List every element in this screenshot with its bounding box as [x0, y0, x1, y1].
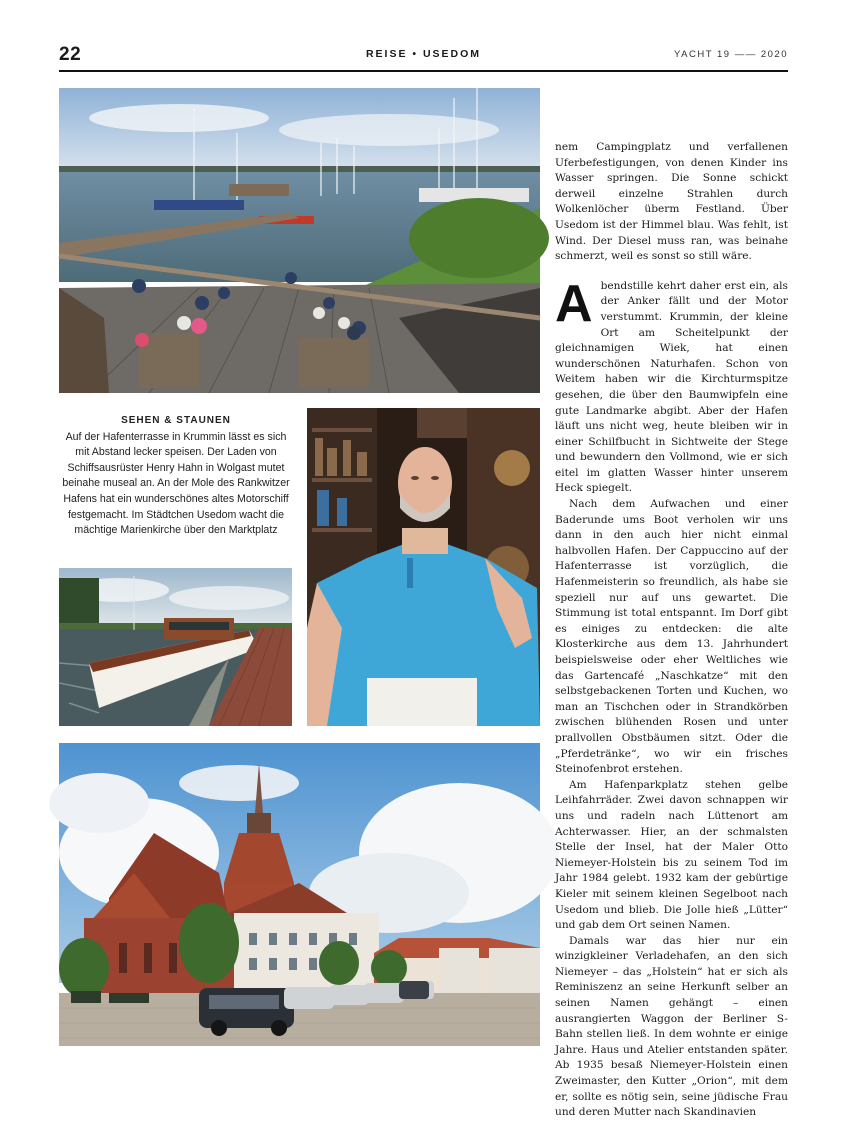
- shop-owner-photo: [307, 408, 540, 726]
- article-paragraph: Nach dem Aufwachen und einer Baderunde ums Boot verholen wir uns dann in den auch hier nicht einmal halbvollen Hafen. Der Cappuccino auf der Hafenterrasse ist vorzüglich, die Hafenmeisterin so freundlich, als habe sie speziell nur auf uns gewartet. Die Stimmung ist total entspannt. Im Dorf gibt es einiges zu entdecken: die alte Klosterkirche aus dem 13. Jahrhundert beispielsweise oder eher Weltliches wie das Gartencafé „Naschkatze“ mit den selbstgebackenen Torten und Kuchen, wo man an Tischchen oder in Strandkörben zwischen blühenden Rosen und unter prallvollen Obstbäumen sitzt. Oder die „Pferdetränke“, wo wir ein frisches Steinofenbrot erstehen.: [555, 498, 788, 776]
- article-paragraph: Am Hafenparkplatz stehen gelbe Leihfahrräder. Zwei davon schnappen wir uns und radeln nach Lüttenort am Achterwasser. Hier, an der schmalsten Stelle der Insel, hat der Maler Otto Niemeyer-Holstein bis zu seinem Tod im Jahr 1984 gelebt. 1932 kam der gebürtige Kieler mit seinem kleinen Segelboot nach Usedom und blieb. Die Jolle hieß „Lütter“ und gab dem Ort seinen Namen.: [555, 778, 788, 932]
- marienkirche-photo: [59, 743, 540, 1046]
- page-header: [59, 44, 788, 72]
- article-paragraph-text: bendstille kehrt daher erst ein, als der Anker fällt und der Motor verstummt. Krummin, der kleine Ort am Scheitelpunkt der gleichnamigen Wiek, hat einen wunderschönen Naturhafen. Schon von Weitem haben wir die Kirchturmspitze gesehen, die über den Baumwipfeln eine gute Landmarke abgibt. Aber der Hafen läuft uns nicht weg, heute bleiben wir in einer Schilfbucht in Sichtweite der Stege und bewundern den Vollmond, wie er sich eitel im glatten Wasser hinter unserem Heck spiegelt.: [555, 279, 788, 495]
- motor-yacht-photo: [59, 568, 292, 726]
- article-paragraph: Damals war das hier nur ein winzigkleiner Verladehafen, an den sich Niemeyer – das „Holstein“ hat er sich als Reminiszenz an seine Herkunft selber an seinen Namen gehängt – einen ausrangierten Waggon der Berliner S-Bahn stellen ließ. In dem wohnte er einige Jahre. Haus und Atelier entstanden später. Ab 1935 besaß Niemeyer-Holstein einen Zweimaster, den Kutter „Orion“, mit dem er, sollte es nötig sein, seine jüdische Frau und deren Mutter nach Skandinavien: [555, 934, 788, 1119]
- caption-title: SEHEN & STAUNEN: [121, 415, 231, 426]
- drop-cap: A: [555, 274, 593, 333]
- issue-label: YACHT 19 —— 2020: [674, 49, 788, 60]
- page-number: 22: [59, 44, 82, 65]
- harbor-terrace-photo: [59, 88, 540, 393]
- article-body: [555, 140, 788, 1121]
- section-title: REISE • USEDOM: [365, 48, 482, 60]
- article-paragraph: nem Campingplatz und verfallenen Uferbefestigungen, von denen Kinder ins Wasser springen. Die Sonne schickt derweil einzelne Strahlen durch Wolkenlöcher überm Festland. Über Usedom ist der Himmel blau. Was fehlt, ist Wind. Der Diesel muss ran, was beinahe schmerzt, weil es sonst so still wäre.: [555, 141, 788, 263]
- photo-caption: [60, 413, 292, 539]
- caption-text: Auf der Hafenterrasse in Krummin lässt es sich mit Abstand lecker speisen. Der Laden von Schiffsausrüster Henry Hahn in Wolgast mutet beinahe museal an. An der Mole des Rankwitzer Hafens hat ein wunderschönes altes Motorschiff festgemacht. Im Städtchen Usedom wacht die mächtige Marienkirche über den Marktplatz: [62, 430, 290, 537]
- article-paragraph-dropcap: [555, 274, 788, 497]
